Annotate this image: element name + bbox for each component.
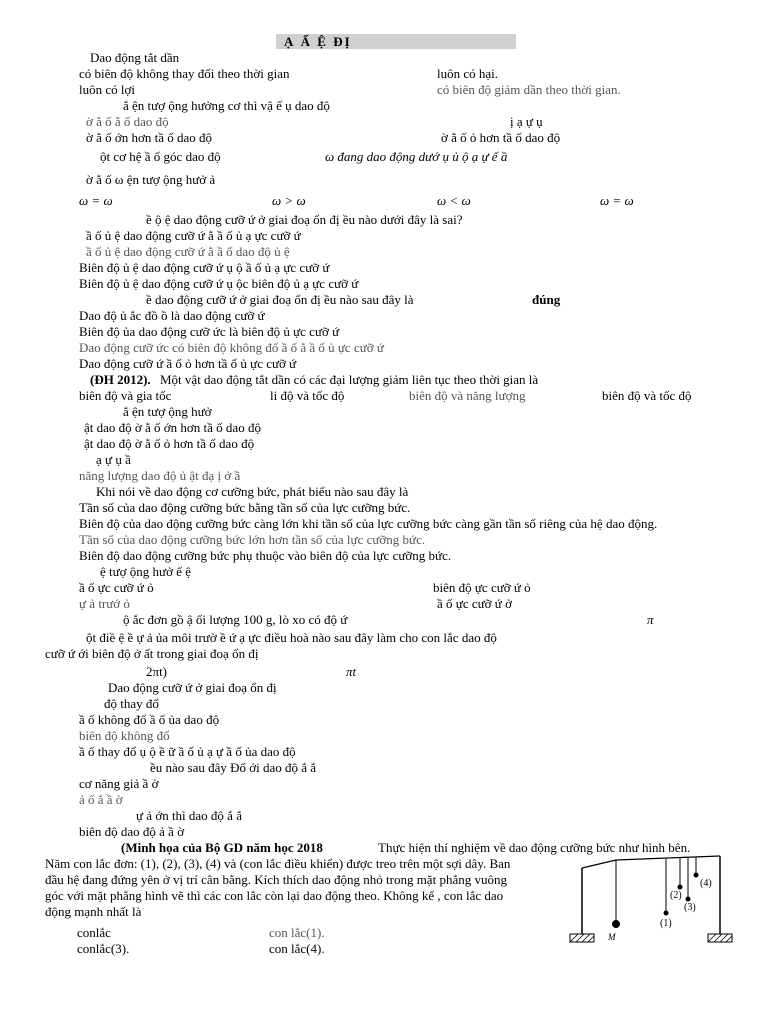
text-line: ầ ố ực cưỡ ứ ở — [437, 596, 512, 611]
text-line: Biên độ ủa dao động cưỡ ức là biên độ ủ ực cưỡ ứ — [79, 324, 340, 339]
text-line: ột điề ệ ề ự ả ủa môi trườ ề ứ ạ ực điều hoà nào sau đây làm cho con lắc dao độ — [86, 630, 497, 645]
text-line: biên độ và năng lượng — [409, 388, 526, 403]
text-line: cưỡ ứ ới biên độ ở ất trong giai đoạ ổn đị — [45, 646, 259, 661]
text-line: đầu hệ đang đứng yên ở vị trí cân bằng. Kích thích dao động nhỏ trong mặt phẳng vuông — [45, 872, 507, 887]
text-line: ầ ố thay đổ ụ ộ ề ữ ầ ố ủ ạ ự ầ ố ủa dao độ — [79, 744, 296, 759]
text-line: con lắc(4). — [269, 941, 325, 956]
text-line: ạ ự ụ ầ — [96, 452, 131, 467]
text-line: ω < ω — [437, 193, 471, 208]
text-line: góc với mặt phẳng hình vẽ thì các con lắc còn lại dao động theo. Không kể , con lắc dao — [45, 888, 504, 903]
text-line: biên độ và tốc độ — [602, 388, 692, 403]
text-line: biên độ ực cưỡ ứ ỏ — [433, 580, 531, 595]
text-line: Thực hiện thí nghiệm về dao động cưỡng bức như hình bên. — [378, 840, 691, 855]
text-line: ị ạ ự ụ — [510, 114, 543, 129]
text-line: con lắc(1). — [269, 925, 325, 940]
text-line: ả ố ắ ầ ờ — [79, 792, 123, 807]
text-line: ều nào sau đây Đố ới dao độ ắ ắ — [150, 760, 317, 775]
text-line: Biên độ ủ ệ dao động cưỡ ứ ụ ộ ầ ố ủ ạ ực cưỡ ứ — [79, 260, 330, 275]
text-line: có biên độ giảm dần theo thời gian. — [437, 82, 621, 97]
text-line: ự ả ớn thì dao độ ắ ắ — [136, 808, 242, 823]
text-line: ω > ω — [272, 193, 306, 208]
text-line: cơ năng giả ầ ờ — [79, 776, 159, 791]
text-line: ầ ố không đổ ầ ố ủa dao độ — [79, 712, 220, 727]
text-line: đúng — [532, 292, 561, 307]
text-line: ầ ố ủ ệ dao động cưỡ ứ ằ ầ ố ủ ạ ực cưỡ ứ — [86, 228, 301, 243]
text-line: li độ và tốc độ — [270, 388, 345, 403]
text-line: 2πt) — [146, 664, 168, 679]
label-4: (4) — [700, 878, 712, 889]
text-line: Dao động cưỡ ức có biên độ không đổ ầ ố ằ ầ ố ủ ực cưỡ ứ — [79, 340, 384, 355]
text-line: ật dao độ ờ ằ ố ỏ hơn tầ ố dao độ — [84, 436, 255, 451]
text-line: (Minh họa của Bộ GD năm học 2018 — [121, 840, 323, 855]
text-line: Tần số của dao động cưỡng bức bằng tần số của lực cưỡng bức. — [79, 500, 411, 515]
text-line: ω đang dao động dướ ụ ủ ộ ạ ự ế ầ — [325, 149, 508, 164]
text-line: Tần số của dao động cưỡng bức lớn hơn tần số của lực cưỡng bức. — [79, 532, 426, 547]
label-1: (1) — [660, 918, 672, 929]
text-line: Dao động cưỡ ứ ầ ố ỏ hơn tầ ố ủ ực cưỡ ứ — [79, 356, 297, 371]
text-line: độ thay đổ — [104, 696, 159, 711]
text-line: luôn có lợi — [79, 82, 135, 97]
label-m: M — [608, 932, 616, 942]
text-line: biên độ dao độ ả ầ ờ — [79, 824, 185, 839]
text-line: Khi nói về dao động cơ cưỡng bức, phát biểu nào sau đây là — [96, 484, 409, 499]
text-line: Dao động cưỡ ứ ở giai đoạ ổn đị — [108, 680, 277, 695]
text-line: năng lượng dao độ ủ ật đạ ị ở ầ — [79, 468, 241, 483]
text-line: ề ộ ệ dao động cưỡ ứ ở giai đoạ ổn đị ều nào dưới đây là sai? — [146, 212, 463, 227]
label-2: (2) — [670, 890, 682, 901]
text-line: Biên độ của dao động cưỡng bức càng lớn khi tần số của lực cưỡng bức càng gần tần số riêng của hệ dao động. — [79, 516, 658, 531]
text-line: ệ tượ ộng hưở ế ệ — [100, 564, 192, 579]
text-line: ờ ằ ố ằ ố dao độ — [86, 114, 169, 129]
text-line: Một vật dao động tắt dần có các đại lượng giảm liên tục theo thời gian là — [160, 372, 539, 387]
text-line: ự ả trướ ỏ — [79, 596, 130, 611]
text-line: ật dao độ ờ ằ ố ớn hơn tầ ố dao độ — [84, 420, 261, 435]
text-line: biên độ không đổ — [79, 728, 170, 743]
text-line: ờ ằ ố ỏ hơn tầ ố dao độ — [441, 130, 561, 145]
pendulum-figure — [568, 846, 748, 946]
text-line: ờ ằ ố ω ện tượ ộng hưở ả — [86, 172, 216, 187]
section-title-bar — [276, 34, 516, 49]
text-line: conlắc(3). — [77, 941, 130, 956]
label-3: (3) — [684, 902, 696, 913]
text-line: Dao độ ủ ắc đồ ồ là dao động cưỡ ứ — [79, 308, 265, 323]
text-line: biên độ và gia tốc — [79, 388, 172, 403]
text-line: ờ ằ ố ớn hơn tầ ố dao độ — [86, 130, 213, 145]
section-title: Ạ Ấ Ệ ĐỊ — [284, 34, 352, 49]
text-line: Dao động tắt dần — [90, 50, 180, 65]
text-line: có biên độ không thay đổi theo thời gian — [79, 66, 290, 81]
text-line: luôn có hại. — [437, 66, 499, 81]
text-line: ầ ố ủ ệ dao động cưỡ ứ ằ ầ ố dao độ ủ ệ — [86, 244, 290, 259]
text-line: ầ ố ực cưỡ ứ ỏ — [79, 580, 154, 595]
text-line: Biên độ ủ ệ dao động cưỡ ứ ụ ộc biên độ ủ ạ ực cưỡ ứ — [79, 276, 359, 291]
text-line: π — [647, 612, 654, 627]
text-line: conlắc — [77, 925, 111, 940]
text-line: ω = ω — [79, 193, 113, 208]
text-line: ề dao động cưỡ ứ ở giai đoạ ổn đị ều nào sau đây là — [146, 292, 414, 307]
text-line: ắ ện tượ ộng hưở — [123, 404, 212, 419]
text-line: ộ ắc đơn gồ ậ ối lượng 100 g, lò xo có độ ứ — [123, 612, 348, 627]
text-line: Năm con lắc đơn: (1), (2), (3), (4) và (con lắc điều khiển) được treo trên một sợi dây. Ban — [45, 856, 511, 871]
text-line: πt — [346, 664, 357, 679]
text-line: ắ ện tượ ộng hưởng cơ thì vậ ế ụ dao độ — [123, 98, 330, 113]
text-line: động mạnh nhất là — [45, 904, 142, 919]
text-line: ω = ω — [600, 193, 634, 208]
text-line: Biên độ dao động cưỡng bức phụ thuộc vào biên độ của lực cưỡng bức. — [79, 548, 452, 563]
text-line: (ĐH 2012). — [90, 372, 151, 387]
text-line: ột cơ hệ ầ ố góc dao độ — [100, 149, 221, 164]
